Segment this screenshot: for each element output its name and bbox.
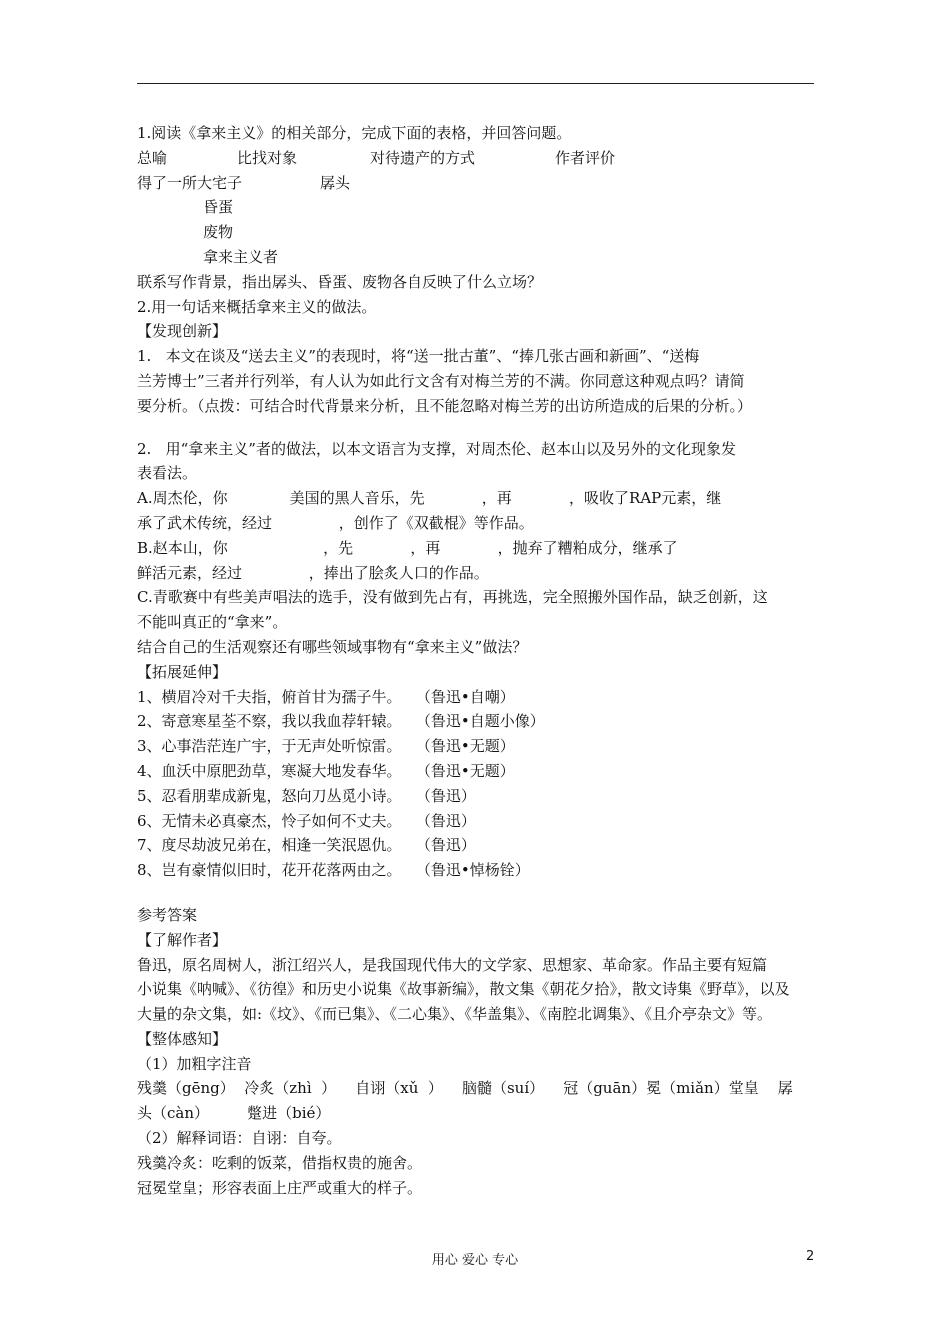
poem-line: 1、横眉冷对千夫指，俯首甘为孺子牛。 （鲁迅•自嘲） bbox=[137, 687, 515, 706]
page-body bbox=[137, 121, 817, 1200]
paragraph-line: 鲜活元素，经过 ，捧出了脍炙人口的作品。 bbox=[137, 563, 489, 582]
spacer bbox=[137, 883, 817, 903]
table-cell: 得了一所大宅子 bbox=[137, 173, 243, 192]
paragraph-line: 表看法。 bbox=[137, 464, 198, 483]
paragraph-line: 残羹（gēng） 冷炙（zhì ） 自诩（xǔ ） 脑髓（suí） 冠（guān）冕（miǎn）堂皇 孱 bbox=[137, 1079, 793, 1098]
paragraph-line: 鲁迅，原名周树人，浙江绍兴人，是我国现代伟大的文学家、思想家、革命家。作品主要有短篇 bbox=[137, 955, 768, 974]
table-cell: 拿来主义者 bbox=[203, 247, 279, 266]
table-row-2 bbox=[137, 195, 817, 220]
table-cell: 孱头 bbox=[320, 173, 351, 192]
table-header-4: 作者评价 bbox=[555, 148, 616, 167]
spacer bbox=[137, 419, 817, 437]
header-rule bbox=[137, 83, 814, 84]
table-header-3: 对待遗产的方式 bbox=[370, 148, 476, 167]
paragraph-line: A.周杰伦，你 美国的黑人音乐，先 ，再 ，吸收了RAP元素，继 bbox=[137, 489, 722, 508]
poem-line: 8、岂有豪情似旧时，花开花落两由之。 （鲁迅•悼杨铨） bbox=[137, 861, 530, 880]
poem-line: 5、忍看朋辈成新鬼，怒向刀丛觅小诗。 （鲁迅） bbox=[137, 786, 476, 805]
table-header-1: 总喻 bbox=[137, 148, 168, 167]
paragraph-line: 兰芳博士”三者并行列举，有人认为如此行文含有对梅兰芳的不满。你同意这种观点吗？请简 bbox=[137, 371, 745, 390]
paragraph-line: 要分析。（点拨：可结合时代背景来分析，且不能忽略对梅兰芳的出访所造成的后果的分析。） bbox=[137, 396, 753, 415]
paragraph-line: 残羹冷炙：吃剩的饭菜，借指权贵的施舍。 bbox=[137, 1153, 423, 1172]
section-heading: 【了解作者】 bbox=[137, 930, 228, 949]
paragraph-line: 结合自己的生活观察还有哪些领域事物有“拿来主义”做法？ bbox=[137, 637, 528, 656]
paragraph-line: B.赵本山，你 ，先 ，再 ，抛弃了糟粕成分，继承了 bbox=[137, 538, 678, 557]
table-cell: 废物 bbox=[203, 223, 234, 242]
poem-line: 4、血沃中原肥劲草，寒凝大地发春华。 （鲁迅•无题） bbox=[137, 761, 515, 780]
poem-line: 6、无情未必真豪杰，怜子如何不丈夫。 （鲁迅） bbox=[137, 811, 476, 830]
page-footer: 用心 爱心 专心 bbox=[431, 1253, 519, 1268]
table-header-row bbox=[137, 146, 817, 171]
paragraph-line: （2）解释词语：自诩：自夸。 bbox=[137, 1129, 342, 1148]
section-heading: 【发现创新】 bbox=[137, 322, 228, 341]
poem-line: 2、寄意寒星荃不察，我以我血荐轩辕。 （鲁迅•自题小像） bbox=[137, 712, 545, 731]
table-cell: 昏蛋 bbox=[203, 198, 234, 217]
table-row-1 bbox=[137, 171, 817, 196]
table-row-3 bbox=[137, 220, 817, 245]
paragraph-line: 头（càn） 蹩进（bié） bbox=[137, 1104, 331, 1123]
section-heading: 【拓展延伸】 bbox=[137, 662, 228, 681]
paragraph-line: 1. 本文在谈及“送去主义”的表现时，将“送一批古董”、“捧几张古画和新画”、“送梅 bbox=[137, 347, 700, 366]
paragraph-line: 不能叫真正的“拿来”。 bbox=[137, 613, 288, 632]
q1-title: 1.阅读《拿来主义》的相关部分，完成下面的表格，并回答问题。 bbox=[137, 124, 572, 142]
paragraph-line: （1）加粗字注音 bbox=[137, 1054, 252, 1073]
section-heading: 【整体感知】 bbox=[137, 1029, 228, 1048]
paragraph-line: 大量的杂文集，如:《坟》、《而已集》、《二心集》、《华盖集》、《南腔北调集》、《且介亭杂文》等。 bbox=[137, 1005, 773, 1024]
answer-title: 参考答案 bbox=[137, 905, 198, 924]
paragraph-line: C.青歌赛中有些美声唱法的选手，没有做到先占有，再挑选，完全照搬外国作品，缺乏创新，这 bbox=[137, 588, 768, 607]
page-number: 2 bbox=[806, 1249, 815, 1264]
q2: 2.用一句话来概括拿来主义的做法。 bbox=[137, 297, 377, 316]
paragraph-line: 2. 用“拿来主义”者的做法，以本文语言为支撑，对周杰伦、赵本山以及另外的文化现象发 bbox=[137, 439, 736, 458]
q1-question: 联系写作背景，指出孱头、昏蛋、废物各自反映了什么立场？ bbox=[137, 272, 543, 291]
paragraph-line: 冠冕堂皇；形容表面上庄严或重大的样子。 bbox=[137, 1178, 423, 1197]
table-header-2: 比找对象 bbox=[237, 148, 298, 167]
paragraph-line: 承了武术传统，经过 ，创作了《双截棍》等作品。 bbox=[137, 513, 534, 532]
paragraph-line: 小说集《呐喊》、《彷徨》和历史小说集《故事新编》，散文集《朝花夕拾》，散文诗集《野草》，以及 bbox=[137, 980, 790, 999]
poem-line: 7、度尽劫波兄弟在，相逢一笑泯恩仇。 （鲁迅） bbox=[137, 836, 476, 855]
poem-line: 3、心事浩茫连广宇，于无声处听惊雷。 （鲁迅•无题） bbox=[137, 737, 515, 756]
table-row-4 bbox=[137, 245, 817, 270]
